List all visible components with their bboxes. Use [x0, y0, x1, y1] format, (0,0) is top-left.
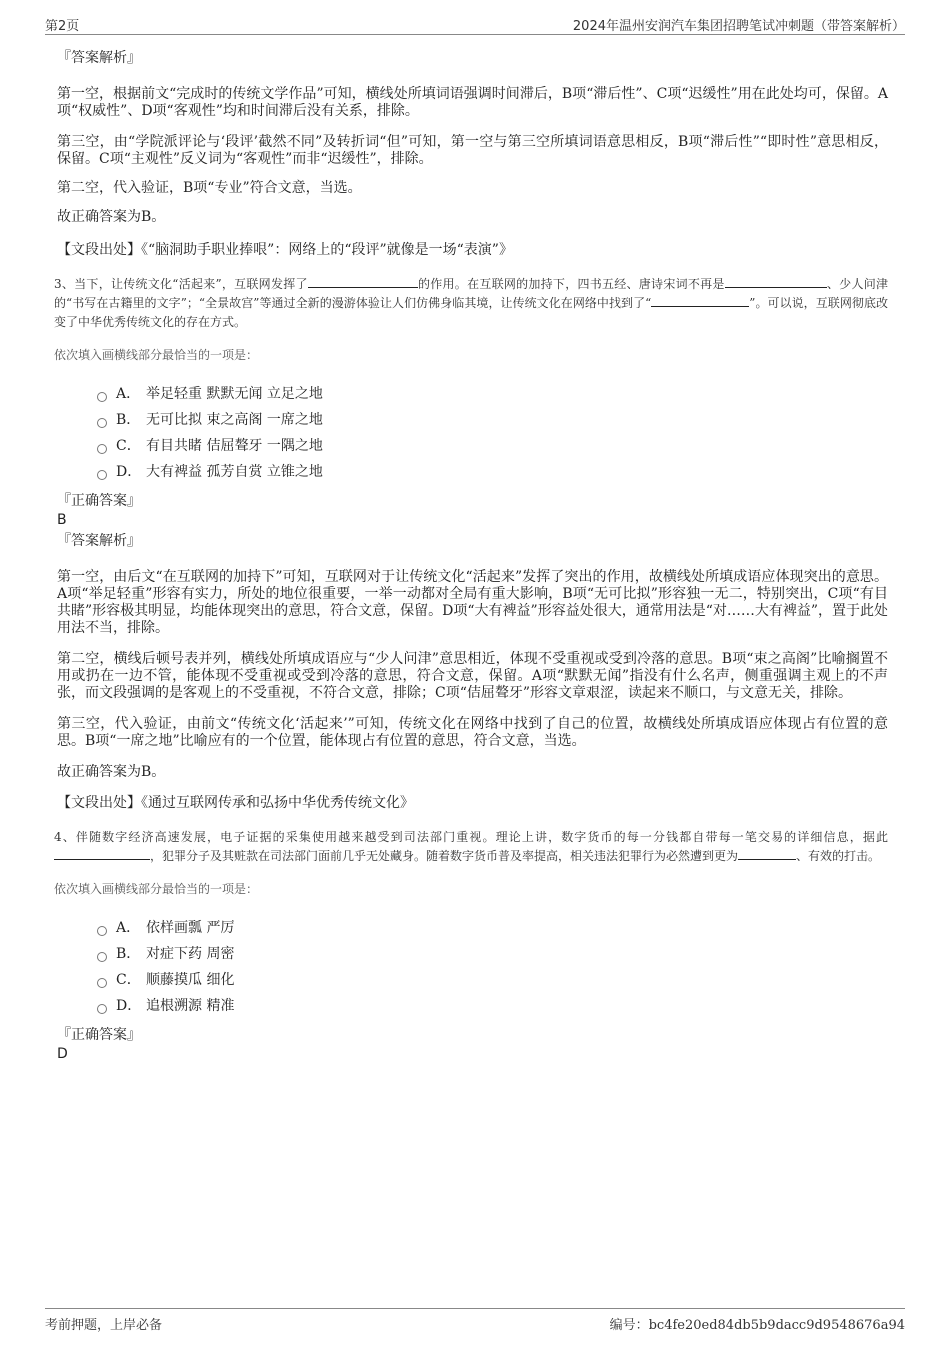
answer-tag: 『正确答案』	[57, 1027, 141, 1043]
analysis-paragraph: 第二空，代入验证，B项“专业”符合文意，当选。	[57, 180, 362, 196]
analysis-tag: 『答案解析』	[57, 533, 141, 549]
analysis-tag: 『答案解析』	[57, 50, 141, 66]
option-a[interactable]: A． 举足轻重 默默无闻 立足之地	[97, 381, 888, 407]
option-b[interactable]: B． 无可比拟 束之高阁 一席之地	[97, 407, 888, 433]
question-4-options	[97, 915, 888, 1019]
fill-blank	[308, 275, 418, 288]
conclusion: 故正确答案为B。	[57, 764, 166, 780]
analysis-paragraph: 第一空，由后文“在互联网的加持下”可知，互联网对于让传统文化“活起来”发挥了突出的作用，故横线处所填成语应体现突出的意思。A项“举足轻重”形容有实力，所处的地位很重要，一举一动都对全局有重大影响，B项“无可比拟”形容独一无二，特别突出，C项“有目共睹”形容极其明显，均能体现突出的意思，符合文意，保留。D项“大有裨益”形容益处很大，通常用法是“对……大有裨益”，置于此处用法不当，排除。	[57, 569, 889, 636]
option-d[interactable]: D． 大有裨益 孤芳自赏 立锥之地	[97, 459, 888, 485]
radio-button[interactable]	[97, 1004, 107, 1014]
analysis-paragraph: 第三空，代入验证，由前文“传统文化‘活起来’”可知，传统文化在网络中找到了自己的位置，故横线处所填成语应体现占有位置的意思。B项“一席之地”比喻应有的一个位置，能体现占有位置的意思，符合文意，当选。	[57, 716, 888, 749]
radio-button[interactable]	[97, 978, 107, 988]
page-content	[54, 40, 889, 1063]
radio-button[interactable]	[97, 418, 107, 428]
document-title: 2024年温州安润汽车集团招聘笔试冲刺题（带答案解析）	[572, 19, 905, 34]
question-3-text: 3、当下，让传统文化“活起来”，互联网发挥了 的作用。在互联网的加持下，四书五经、唐诗宋词不再是 、少人问津的“书写在古籍里的文字”；“全景故宫”等通过全新的漫游体验让人们仿佛身临其境，让传统文化在网络中找到了“ ”。可以说，互联网彻底改变了中华优秀传统文化的存在方式。	[54, 277, 888, 329]
option-b[interactable]: B． 对症下药 周密	[97, 941, 888, 967]
fill-blank	[54, 847, 150, 860]
fill-blank	[725, 275, 827, 288]
option-a[interactable]: A． 依样画瓢 严厉	[97, 915, 888, 941]
fill-blank	[651, 294, 749, 307]
option-d[interactable]: D． 追根溯源 精准	[97, 993, 888, 1019]
radio-button[interactable]	[97, 444, 107, 454]
analysis-paragraph: 第二空，横线后顿号表并列，横线处所填成语应与“少人问津”意思相近，体现不受重视或受到冷落的意思。B项“束之高阁”比喻搁置不用或扔在一边不管，能体现不受重视或受到冷落的意思，符合文意，保留。A项“默默无闻”指没有什么名声，侧重强调主观上的不声张，而文段强调的是客观上的不受重视，不符合文意，排除；C项“佶屈聱牙”形容文章艰涩，读起来不顺口，与文意无关，排除。	[57, 651, 888, 701]
conclusion: 故正确答案为B。	[57, 209, 166, 225]
radio-button[interactable]	[97, 392, 107, 402]
source-citation: 【文段出处】《“脑洞助手职业捧哏”：网络上的“段评”就像是一场“表演”》	[57, 242, 513, 258]
radio-button[interactable]	[97, 952, 107, 962]
page-footer	[45, 1308, 905, 1333]
footer-slogan: 考前押题，上岸必备	[45, 1318, 163, 1333]
answer-tag: 『正确答案』	[57, 493, 141, 509]
fill-blank	[738, 847, 796, 860]
radio-button[interactable]	[97, 926, 107, 936]
correct-answer: D	[57, 1046, 68, 1062]
correct-answer: B	[57, 512, 67, 528]
analysis-paragraph: 第三空，由“学院派评论与‘段评’截然不同”及转折词“但”可知，第一空与第三空所填词语意思相反，B项“滞后性”“即时性”意思相反，保留。C项“主观性”反义词为“客观性”而非“迟缓性”，排除。	[57, 134, 888, 167]
document-id: 编号：bc4fe20ed84db5b9dacc9d9548676a94	[609, 1318, 905, 1333]
option-c[interactable]: C． 有目共睹 佶屈聱牙 一隅之地	[97, 433, 888, 459]
page-number: 第2页	[45, 19, 80, 34]
radio-button[interactable]	[97, 470, 107, 480]
question-3-options	[97, 381, 888, 485]
question-prompt: 依次填入画横线部分最恰当的一项是：	[54, 882, 259, 896]
analysis-paragraph: 第一空，根据前文“完成时的传统文学作品”可知，横线处所填词语强调时间滞后，B项“滞后性”、C项“迟缓性”用在此处均可，保留。A项“权威性”、D项“客观性”均和时间滞后没有关系，排除。	[57, 86, 888, 119]
source-citation: 【文段出处】《通过互联网传承和弘扬中华优秀传统文化》	[57, 795, 414, 811]
page-header	[45, 12, 905, 35]
question-4-text: 4、伴随数字经济高速发展，电子证据的采集使用越来越受到司法部门重视。理论上讲，数字货币的每一分钱都自带每一笔交易的详细信息，据此，犯罪分子及其赃款在司法部门面前几乎无处藏身。随着数字货币普及率提高，相关违法犯罪行为必然遭到更为 、有效的打击。	[54, 830, 888, 863]
question-prompt: 依次填入画横线部分最恰当的一项是：	[54, 348, 259, 362]
option-c[interactable]: C． 顺藤摸瓜 细化	[97, 967, 888, 993]
